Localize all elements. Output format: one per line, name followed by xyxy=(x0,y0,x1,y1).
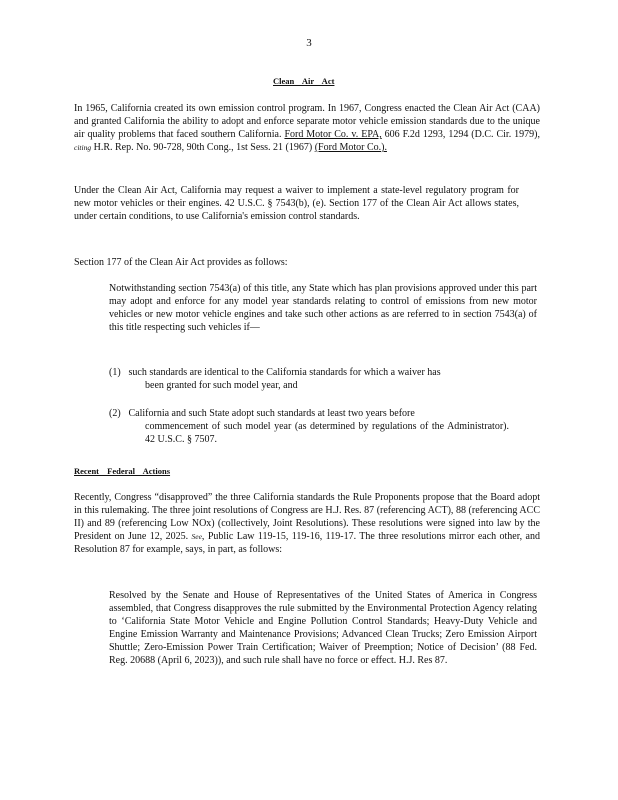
list-item-2-label: (2) xyxy=(109,408,121,419)
house-report-citation: H.R. Rep. No. 90-728, 90th Cong., 1st Sess. 21 (1967) xyxy=(93,142,313,153)
list-item-1-label: (1) xyxy=(109,367,121,378)
paragraph-history-text: In 1965, California created its own emission control program. In 1967, Congress enacted the Clean Air Act (CAA) and granted California the ability to adopt and enforce separate motor vehicle emission standards due to the unique air quality problems that faced southern California. xyxy=(74,103,540,140)
public-law-citation: , Public Law 119-15, 119-16, 119-17. The three resolutions mirror each other, and Resolution 87 for example, says, in part, as follows: xyxy=(74,531,540,555)
list-item-2-first: California and such State adopt such standards at least two years before xyxy=(128,408,415,419)
block-quote-section-177: Notwithstanding section 7543(a) of this title, any State which has plan provisions approved under this part may adopt and enforce for any model year standards relating to control of emissions from new motor vehicles or new motor vehicle engines and take such other actions as are referred to in section 7543(a) of this title respecting such vehicles if— xyxy=(109,283,537,333)
list-item-2 xyxy=(109,407,509,446)
see-signal: See xyxy=(191,532,202,541)
paragraph-section-177-intro: Section 177 of the Clean Air Act provides as follows: xyxy=(74,257,288,268)
reporter-citation: 606 F.2d 1293, 1294 (D.C. Cir. 1979), xyxy=(384,129,541,140)
short-citation-ford: (Ford Motor Co.). xyxy=(314,142,387,153)
block-quote-resolution: Resolved by the Senate and House of Representatives of the United States of America in Congress assembled, that Congress disapproves the rule submitted by the Environmental Protection Agency relating to ‘California State Motor Vehicle and Engine Pollution Control Standards; Heavy-Duty Vehicle and Engine Emission Warranty and Maintenance Provisions; Advanced Clean Trucks; Zero Emission Airport Shuttle; Zero-Emission Power Train Certification; Waiver of Preemption; Notice of Decision’ (88 Fed. Reg. 20688 (April 6, 2023)), and such rule shall have no force or effect. H.J. Res 87. xyxy=(109,590,537,666)
paragraph-recent-actions xyxy=(74,491,540,556)
list-item-1 xyxy=(109,366,509,392)
case-citation-ford-v-epa: Ford Motor Co. v. EPA, xyxy=(284,129,382,140)
heading-recent-federal-actions: Recent Federal Actions xyxy=(74,466,171,476)
list-item-1-first: such standards are identical to the California standards for which a waiver has xyxy=(128,367,441,378)
heading-clean-air-act: Clean Air Act xyxy=(273,76,335,86)
page-number: 3 xyxy=(306,37,312,49)
list-item-2-rest: commencement of such model year (as determined by regulations of the Administrator). 42 U.S.C. § 7507. xyxy=(145,421,509,445)
paragraph-history xyxy=(74,102,540,154)
citing-signal: citing xyxy=(74,143,92,152)
paragraph-recent-actions-text: Recently, Congress “disapproved” the three California standards the Rule Proponents propose that the Board adopt in this rulemaking. The three joint resolutions of Congress are H.J. Res. 87 (referencing ACT), 88 (referencing ACC II) and 89 (referencing Low NOx) (collectively, Joint Resolutions). These resolutions were signed into law by the President on June 12, 2025. xyxy=(74,492,540,542)
list-item-1-rest: been granted for such model year, and xyxy=(145,380,298,391)
paragraph-waiver: Under the Clean Air Act, California may request a waiver to implement a state-level regulatory program for new motor vehicles or their engines. 42 U.S.C. § 7543(b), (e). Section 177 of the Clean Air Act allows states, under certain conditions, to use California's emission control standards. xyxy=(74,185,519,222)
